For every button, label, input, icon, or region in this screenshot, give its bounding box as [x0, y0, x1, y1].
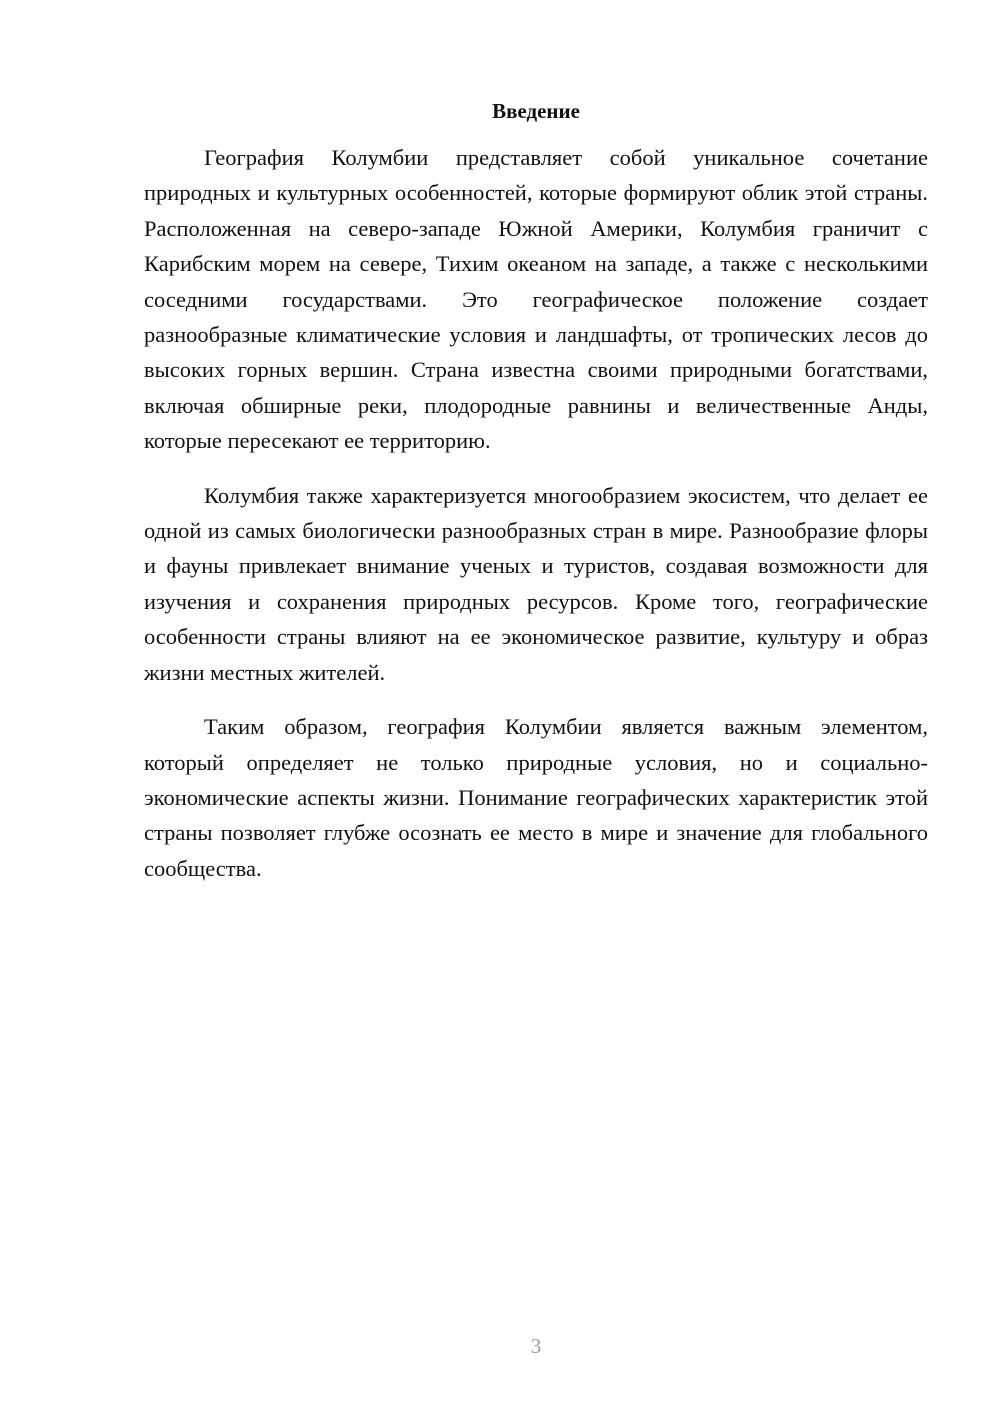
- page-title: Введение: [492, 99, 580, 123]
- page-number: 3: [530, 1334, 542, 1358]
- page-content: [144, 96, 928, 886]
- paragraph-ecosystems: Колумбия также характеризуется многообразием экосистем, что делает ее одной из самых биологически разнообразных стран в мире. Разнообразие флоры и фауны привлекает внимание ученых и туристов, создавая возможности для изучения и сохранения природных ресурсов. Кроме того, географические особенности страны влияют на ее экономическое развитие, культуру и образ жизни местных жителей.: [144, 482, 928, 685]
- paragraph-intro: География Колумбии представляет собой уникальное сочетание природных и культурных особенностей, которые формируют облик этой страны. Расположенная на северо-западе Южной Америки, Колумбия граничит с Карибским морем на севере, Тихим океаном на западе, а также с несколькими соседними государствами. Это географическое положение создает разнообразные климатические условия и ландшафты, от тропических лесов до высоких горных вершин. Страна известна своими природными богатствами, включая обширные реки, плодородные равнины и величественные Анды, которые пересекают ее территорию.: [144, 145, 928, 454]
- paragraph-conclusion: Таким образом, география Колумбии является важным элементом, который определяет не только природные условия, но и социально-экономические аспекты жизни. Понимание географических характеристик этой страны позволяет глубже осознать ее место в мире и значение для глобального сообщества.: [144, 714, 928, 881]
